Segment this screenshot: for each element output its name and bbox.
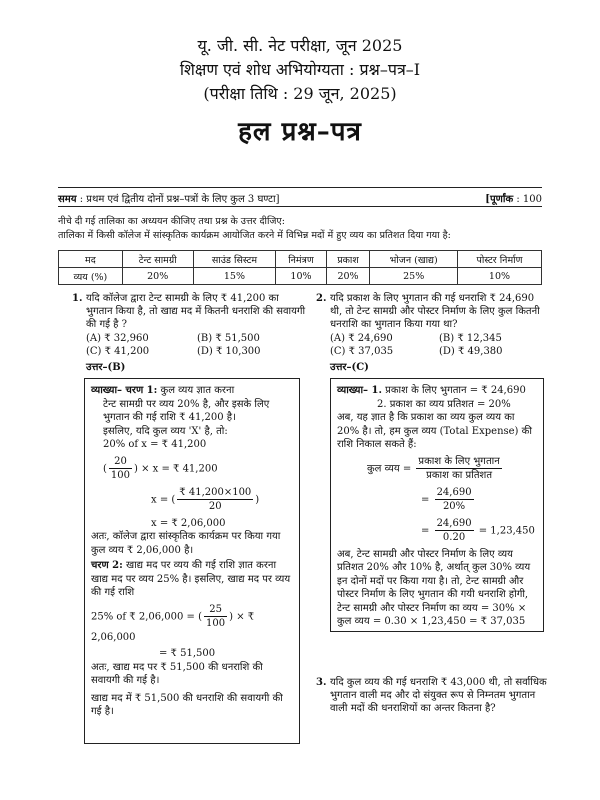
fraction [416,455,501,483]
time-text: : प्रथम एवं द्वितीय दोनों प्रश्न–पत्रों के लिए कुल 3 घण्टा] [79,194,280,205]
marks [485,191,542,205]
option: (D) ₹ 49,380 [439,345,503,357]
fraction [435,517,474,545]
time-label: समय [58,194,77,205]
options [86,332,308,358]
numerator: 25 [204,603,227,618]
denominator: 0.20 [442,532,466,543]
equation: x = ( $\frac{₹ 41,200\times 100}{20}$ ) [151,486,260,512]
table-cell: टेन्ट सामग्री [122,251,193,268]
numerator: ₹ 41,200×100 [177,486,253,501]
solution-box-1 [84,378,300,744]
marks-text: : 100 [516,194,542,205]
solution-text: अतः, खाद्य मद पर ₹ 51,500 की धनराशि की सवायगी की गई है। [91,661,263,686]
numerator: प्रकाश के लिए भुगतान [416,455,501,470]
denominator: 20 [208,501,222,512]
table-cell: मद [59,251,123,268]
solution-text: 2. प्रकाश का व्यय प्रतिशत = 20% [377,398,511,410]
denominator: 100 [206,618,226,629]
expense-table [58,250,542,285]
equation: 20% of x = ₹ 41,200 [103,439,207,450]
solution-heading-text: कुल व्यय ज्ञात करना [160,385,235,396]
solution-heading: व्याख्या– चरण 1: [91,385,158,396]
table-cell: निमंत्रण [276,251,326,268]
table-row [59,268,542,285]
solution-text: टेन्ट सामग्री और पोस्टर निर्माण का व्यय = 30% × कुल व्यय = 0.30 × 1,23,450 = ₹ 37,035 [337,602,527,627]
option: (A) ₹ 24,690 [330,332,393,344]
solution-box-2 [330,378,544,632]
equation-rhs: × ₹ 2,06,000 [91,611,255,643]
table-cell: 10% [457,268,541,285]
table-cell: भोजन (खाद्य) [370,251,458,268]
table-cell: व्यय (%) [59,268,123,285]
solution-text: खाद्य मद में ₹ 51,500 की धनराशि की सवायगी की गई है। [91,692,283,717]
fraction [204,603,227,631]
solution-text: खाद्य मद पर व्यय 25% है। इसलिए, खाद्य मद पर व्यय की गई राशि [91,573,291,598]
intro-line-1: नीचे दी गई तालिका का अध्ययन कीजिए तथा प्रश्न के उत्तर दीजिए: [58,216,285,227]
equation: = $\frac{24,690}{20\%}$ [421,486,472,512]
question-text: यदि प्रकाश के लिए भुगतान की गई धनराशि ₹ 24,690 थी, तो टेन्ट सामग्री और पोस्टर निर्माण के लिए कुल कितनी धनराशि का भुगतान किया गया था? [330,293,540,331]
numerator: 24,690 [435,486,474,501]
question-number: 1. [72,293,83,304]
question-text: यदि कॉलेज द्वारा टेन्ट सामग्री के लिए ₹ 41,200 का भुगतान किया है, तो खाद्य मद में कितनी धनराशि की सवायगी की गई है ? [86,293,306,331]
equation: = ₹ 51,500 [159,648,216,659]
table-cell: 25% [370,268,458,285]
question-3 [316,676,548,716]
table-cell: प्रकाश [326,251,370,268]
solution-text: अब, टेन्ट सामग्री और पोस्टर निर्माण के लिए व्यय प्रतिशत 20% और 10% है, अर्थात् कुल 30% व्यय इन दोनों मदों पर किया गया है। तो, टेन्ट सामग्री और पोस्टर निर्माण के लिए भुगतान की गयी धनराशि होगी, [337,548,531,600]
option: (B) ₹ 12,345 [439,332,502,344]
option: (A) ₹ 32,960 [86,332,149,344]
option: (C) ₹ 37,035 [330,345,394,357]
solution-text: अतः, कॉलेज द्वारा सांस्कृतिक कार्यक्रम पर किया गया कुल व्यय ₹ 2,06,000 है। [91,531,281,556]
solved-paper-banner: हल प्रश्न–पत्र [238,117,362,147]
equation-lhs: x = [151,494,169,505]
solution-text: अब, यह ज्ञात है कि प्रकाश का व्यय कुल व्यय का 20% है। तो, हम कुल व्यय (Total Expense) की राशि निकाल सकते हैं: [337,412,532,450]
equation-lhs: कुल व्यय = [367,463,412,474]
table-cell: पोस्टर निर्माण [457,251,541,268]
equation-rhs: = 1,23,450 [478,525,535,536]
fraction [435,486,474,514]
equation: 25% of ₹ 2,06,000 = ( $\frac{25}{100}$ ) × ₹ 2,06,000 [91,603,255,643]
meta-line [58,191,542,205]
fraction [177,486,253,514]
equation [337,455,537,483]
table-cell: 10% [276,268,326,285]
option: (C) ₹ 41,200 [86,345,150,357]
question-number: 2. [316,293,327,304]
exam-date: (परीक्षा तिथि : 29 जून, 2025) [203,84,397,103]
question-text: यदि कुल व्यय की गई धनराशि ₹ 43,000 थी, तो सर्वाधिक भुगतान वाली मद और दो संयुक्त रूप से निम्नतम भुगतान वाली मदों की धनराशियों का अन्तर कितना है? [330,677,547,715]
question-2 [316,292,548,374]
denominator: 20% [442,501,466,512]
option: (D) ₹ 10,300 [197,345,261,357]
options [330,332,548,358]
question-number: 3. [316,677,327,688]
solution-heading: व्याख्या– 1. [337,385,382,396]
table-cell: 20% [122,268,193,285]
answer: उत्तर–(B) [86,362,126,374]
equation-rhs: × x = ₹ 41,200 [141,463,218,474]
rule-bottom [58,206,542,207]
option: (B) ₹ 51,500 [197,332,260,344]
step-label: चरण 2: [91,560,123,571]
equation: = $\frac{24,690}{0.20}$ = 1,23,450 [421,517,535,543]
denominator: 100 [110,470,130,481]
numerator: 20 [109,455,132,470]
numerator: 24,690 [435,517,474,532]
equation: ( $\frac{20}{100}$ ) × x = ₹ 41,200 [103,455,218,481]
rule-top [58,187,542,188]
solution-text: टेन्ट सामग्री पर व्यय 20% है, और इसके लिए भुगतान की गई राशि ₹ 41,200 है। [103,398,270,423]
table-header-row [59,251,542,268]
solution-text: इसलिए, यदि कुल व्यय 'X' है, तो: [103,425,228,437]
equation: x = ₹ 2,06,000 [151,517,226,529]
table-cell: 15% [193,268,276,285]
table-cell: 20% [326,268,370,285]
equation-lhs: 25% of ₹ 2,06,000 = [91,611,195,622]
step-text: खाद्य मद पर व्यय की गई राशि ज्ञात करना [126,560,277,571]
paper-subtitle: शिक्षण एवं शोध अभियोग्यता : प्रश्न–पत्र–I [179,60,421,79]
table-cell: साउंड सिस्टम [193,251,276,268]
fraction [109,455,132,483]
answer: उत्तर–(C) [330,362,369,374]
marks-label: [पूर्णांक [485,194,514,205]
intro-line-2: तालिका में किसी कॉलेज में सांस्कृतिक कार्यक्रम आयोजित करने में विभिन्न मदों में हुए व्यय का प्रतिशत दिया गया है: [58,230,451,241]
exam-title: यू. जी. सी. नेट परीक्षा, जून 2025 [197,36,403,55]
denominator: प्रकाश का प्रतिशत [426,470,493,481]
question-1 [72,292,308,374]
solution-heading-text: प्रकाश के लिए भुगतान = ₹ 24,690 [385,385,526,396]
